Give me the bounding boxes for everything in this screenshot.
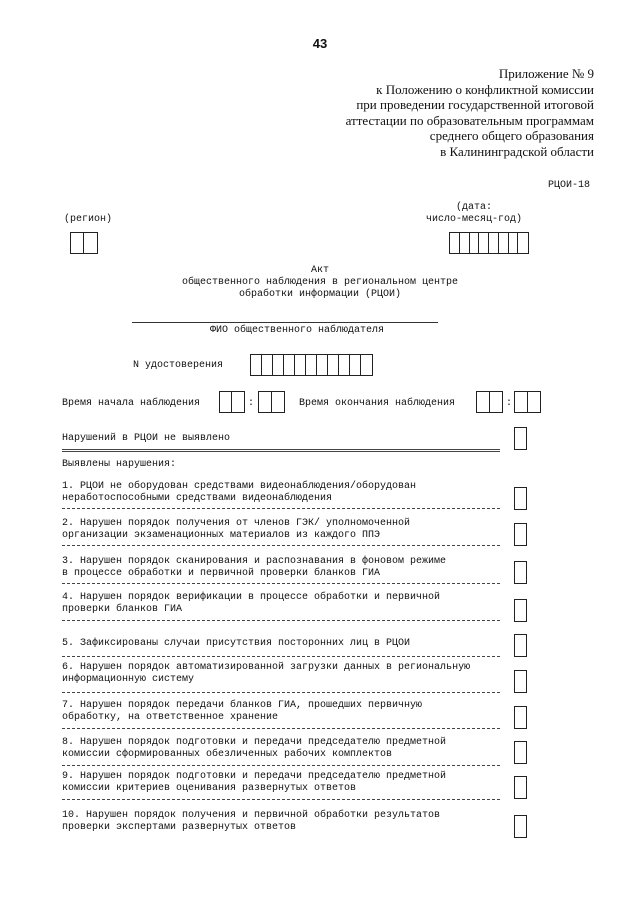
violation-item: 9. Нарушен порядок подготовки и передачи председателю предметной комиссии критериев оценивания развернутых ответов — [62, 771, 447, 794]
dashed-separator — [62, 508, 500, 509]
violation-item: 10. Нарушен порядок получения и первичной обработки результатов проверки экспертами развернутых ответов — [62, 810, 441, 833]
violation-checkbox[interactable] — [514, 561, 527, 584]
start-minute-boxes[interactable] — [258, 391, 285, 413]
act-title: Акт — [310, 265, 329, 276]
annex-line: аттестации по образовательным программам — [345, 112, 594, 128]
annex-line: среднего общего образования — [429, 128, 594, 143]
violation-item: 5. Зафиксированы случаи присутствия посторонних лиц в РЦОИ — [62, 638, 411, 649]
annex-line: при проведении государственной итоговой — [356, 97, 594, 112]
dashed-separator — [62, 765, 500, 766]
date-label: (дата: — [456, 202, 493, 213]
time-separator: : — [248, 398, 255, 409]
certificate-label: N удостоверения — [133, 360, 224, 371]
start-time-label: Время начала наблюдения — [62, 398, 201, 409]
violation-item: 1. РЦОИ не оборудован средствами видеонаблюдения/оборудован неработоспособными средствами видеонаблюдения — [62, 481, 417, 504]
form-code: РЦОИ-18 — [548, 180, 591, 191]
dashed-separator — [62, 620, 500, 621]
region-label: (регион) — [64, 214, 113, 225]
no-violations-label: Нарушений в РЦОИ не выявлено — [62, 433, 231, 444]
violation-item: 2. Нарушен порядок получения от членов ГЭК/ уполномоченной организации экзаменационных материалов из каждого ППЭ — [62, 518, 411, 541]
observer-name-line[interactable] — [132, 322, 438, 323]
observer-label: ФИО общественного наблюдателя — [210, 325, 385, 336]
annex-line: Приложение № 9 — [498, 66, 594, 81]
region-code-boxes[interactable] — [70, 232, 98, 254]
date-boxes[interactable] — [449, 232, 529, 254]
dashed-separator — [62, 799, 500, 800]
violation-checkbox[interactable] — [514, 776, 527, 799]
annex-header — [346, 66, 594, 159]
violation-checkbox[interactable] — [514, 741, 527, 764]
violation-checkbox[interactable] — [514, 599, 527, 622]
violation-checkbox[interactable] — [514, 706, 527, 729]
violation-checkbox[interactable] — [514, 670, 527, 693]
dashed-separator — [62, 692, 500, 693]
end-time-label: Время окончания наблюдения — [299, 398, 456, 409]
dashed-separator — [62, 545, 500, 546]
dashed-separator — [62, 656, 500, 657]
end-hour-boxes[interactable] — [476, 391, 503, 413]
act-title-line: обработки информации (РЦОИ) — [238, 289, 402, 300]
end-minute-boxes[interactable] — [514, 391, 541, 413]
date-format-label: число-месяц-год) — [426, 214, 523, 225]
violations-found-label: Выявлены нарушения: — [62, 459, 177, 470]
certificate-number-boxes[interactable] — [250, 354, 373, 376]
start-hour-boxes[interactable] — [219, 391, 245, 413]
violation-item: 3. Нарушен порядок сканирования и распознавания в фоновом режиме в процессе обработки и первичной проверки бланков ГИА — [62, 556, 447, 579]
violation-item: 6. Нарушен порядок автоматизированной загрузки данных в региональную информационную систему — [62, 662, 471, 685]
violation-checkbox[interactable] — [514, 523, 527, 546]
page-number: 43 — [312, 36, 328, 51]
violation-item: 8. Нарушен порядок подготовки и передачи председателю предметной комиссии сформированных обезличенных рабочих комплектов — [62, 737, 447, 760]
dashed-separator — [62, 583, 500, 584]
dashed-separator — [62, 728, 500, 729]
time-separator: : — [506, 398, 513, 409]
double-separator — [62, 449, 500, 452]
annex-line: в Калининградской области — [440, 143, 594, 159]
act-title-line: общественного наблюдения в региональном центре — [181, 277, 459, 288]
violation-checkbox[interactable] — [514, 815, 527, 838]
violation-item: 4. Нарушен порядок верификации в процессе обработки и первичной проверки бланков ГИА — [62, 592, 441, 615]
violation-item: 7. Нарушен порядок передачи бланков ГИА, прошедших первичную обработку, на ответственное хранение — [62, 700, 423, 723]
violation-checkbox[interactable] — [514, 487, 527, 510]
no-violations-checkbox[interactable] — [514, 427, 527, 450]
annex-line: к Положению о конфликтной комиссии — [376, 81, 594, 97]
violation-checkbox[interactable] — [514, 634, 527, 657]
